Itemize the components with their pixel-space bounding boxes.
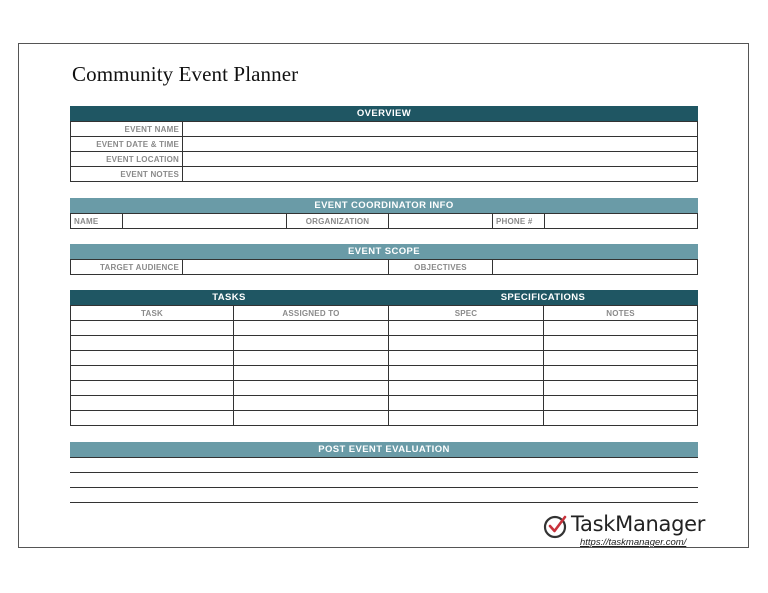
spec-cell[interactable] [389,366,544,381]
assigned-cell[interactable] [234,336,389,351]
overview-row-event-name [71,122,698,137]
spec-cell[interactable] [389,381,544,396]
target-audience-field[interactable] [183,260,389,275]
overview-table [70,121,698,182]
organization-label: ORGANIZATION [287,214,389,229]
table-row [71,351,698,366]
overview-header: OVERVIEW [70,106,698,121]
notes-cell[interactable] [544,336,698,351]
overview-row-event-notes [71,167,698,182]
brand-name: TaskManager [571,512,706,536]
table-row [71,396,698,411]
task-cell[interactable] [71,411,234,426]
page-title: Community Event Planner [72,62,299,86]
tasks-header-label: TASKS [212,292,246,303]
assigned-cell[interactable] [234,321,389,336]
event-location-label: EVENT LOCATION [71,152,183,167]
assigned-cell[interactable] [234,396,389,411]
tasks-column-headers [71,306,698,321]
task-cell[interactable] [71,381,234,396]
assigned-cell[interactable] [234,351,389,366]
evaluation-line[interactable] [70,472,698,473]
checkmark-logo-icon [543,513,573,539]
event-date-label: EVENT DATE & TIME [71,137,183,152]
table-row [71,381,698,396]
spec-cell[interactable] [389,321,544,336]
notes-column-header: NOTES [544,306,698,321]
task-cell[interactable] [71,336,234,351]
evaluation-line[interactable] [70,457,698,458]
event-notes-label: EVENT NOTES [71,167,183,182]
overview-row-event-date [71,137,698,152]
assigned-cell[interactable] [234,366,389,381]
post-event-header: POST EVENT EVALUATION [70,442,698,457]
assigned-to-column-header: ASSIGNED TO [234,306,389,321]
scope-table [70,259,698,275]
task-cell[interactable] [71,396,234,411]
notes-cell[interactable] [544,321,698,336]
assigned-cell[interactable] [234,411,389,426]
task-cell[interactable] [71,366,234,381]
name-label: NAME [71,214,123,229]
spec-cell[interactable] [389,411,544,426]
tasks-header [70,290,698,305]
notes-cell[interactable] [544,411,698,426]
task-column-header: TASK [71,306,234,321]
coordinator-header: EVENT COORDINATOR INFO [70,198,698,213]
event-name-field[interactable] [183,122,698,137]
scope-header: EVENT SCOPE [70,244,698,259]
specifications-header-label: SPECIFICATIONS [500,292,586,303]
target-audience-label: TARGET AUDIENCE [71,260,183,275]
objectives-label: OBJECTIVES [389,260,493,275]
spec-cell[interactable] [389,396,544,411]
evaluation-line[interactable] [70,502,698,503]
event-date-field[interactable] [183,137,698,152]
event-location-field[interactable] [183,152,698,167]
name-field[interactable] [123,214,287,229]
overview-row-event-location [71,152,698,167]
table-row [71,321,698,336]
event-notes-field[interactable] [183,167,698,182]
task-cell[interactable] [71,321,234,336]
notes-cell[interactable] [544,396,698,411]
table-row [71,336,698,351]
table-row [71,411,698,426]
phone-field[interactable] [545,214,698,229]
tasks-table [70,305,698,426]
objectives-field[interactable] [493,260,698,275]
coordinator-table [70,213,698,229]
evaluation-line[interactable] [70,487,698,488]
task-cell[interactable] [71,351,234,366]
spec-cell[interactable] [389,336,544,351]
spec-column-header: SPEC [389,306,544,321]
notes-cell[interactable] [544,366,698,381]
table-row [71,366,698,381]
phone-label: PHONE # [493,214,545,229]
event-name-label: EVENT NAME [71,122,183,137]
brand-url-link[interactable]: https://taskmanager.com/ [580,537,687,548]
organization-field[interactable] [389,214,493,229]
notes-cell[interactable] [544,381,698,396]
spec-cell[interactable] [389,351,544,366]
assigned-cell[interactable] [234,381,389,396]
notes-cell[interactable] [544,351,698,366]
